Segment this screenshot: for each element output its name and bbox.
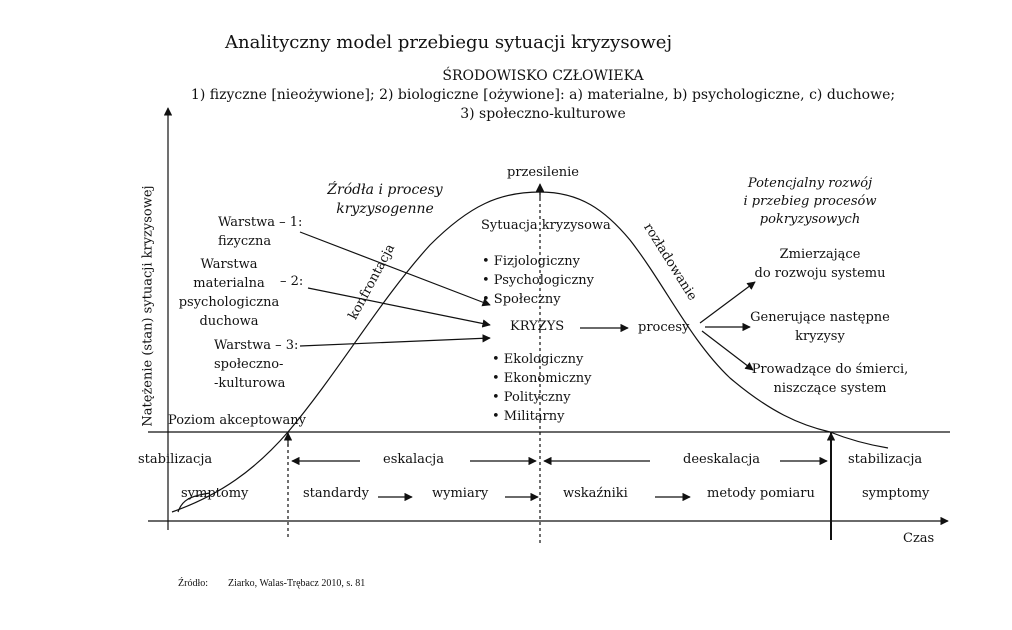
outcome-destruction: Prowadzące do śmierci, niszczące system: [751, 362, 909, 396]
diagram-title: Analityczny model przebiegu sytuacji kryzysowej: [225, 32, 673, 53]
environment-line1: 1) fizyczne [nieożywione]; 2) biologiczne [ożywione]: a) materialne, b) psychologiczne, c) duchowe;: [190, 87, 896, 103]
y-axis-label: Natężenie (stan) sytuacji kryzysowej: [140, 185, 156, 427]
environment-line2: 3) społeczno-kulturowe: [460, 106, 626, 122]
outcome-development: Zmierzające do rozwoju systemu: [754, 247, 886, 281]
factors-bottom: • Ekologiczny • Ekonomiczny • Polityczny • Militarny: [492, 352, 592, 424]
outcome-next-crises: Generujące następne kryzysy: [750, 310, 890, 344]
bottom-indicators: wskaźniki: [563, 486, 628, 501]
bottom-symptoms-left: symptomy: [181, 486, 249, 501]
layer1-label: Warstwa – 1: fizyczna: [218, 215, 303, 249]
layer2-number: – 2:: [280, 274, 304, 289]
bottom-measurement-methods: metody pomiaru: [707, 486, 815, 501]
phase-deescalation: deeskalacja: [683, 452, 760, 467]
crisis-label: KRYZYS: [510, 319, 565, 334]
confrontation-label: konfrontacja: [345, 241, 399, 323]
potential-line3: pokryzysowych: [759, 212, 861, 227]
sources-line1: Źródła i procesy: [327, 182, 443, 198]
discharge-label: rozładowanie: [640, 220, 700, 304]
source-label: Źródło:: [178, 578, 208, 589]
sources-line2: kryzysogenne: [336, 201, 434, 217]
phase-stabilization-left: stabilizacja: [138, 452, 213, 467]
source-text: Ziarko, Walas-Trębacz 2010, s. 81: [228, 578, 366, 589]
potential-line2: i przebieg procesów: [743, 194, 877, 209]
situation-title: Sytuacja kryzysowa: [481, 218, 611, 233]
bottom-symptoms-right: symptomy: [862, 486, 930, 501]
bottom-dimensions: wymiary: [432, 486, 489, 501]
phase-escalation: eskalacja: [383, 452, 444, 467]
environment-heading: ŚRODOWISKO CZŁOWIEKA: [442, 68, 644, 84]
x-axis-label: Czas: [903, 531, 935, 546]
factors-top: • Fizjologiczny • Psychologiczny • Społeczny: [482, 254, 595, 307]
layer2-label: Warstwa materialna psychologiczna duchowa: [178, 257, 280, 329]
phase-stabilization-right: stabilizacja: [848, 452, 923, 467]
layer3-label: Warstwa – 3: społeczno- -kulturowa: [214, 338, 299, 391]
acceptance-level-label: Poziom akceptowany: [168, 413, 306, 428]
layer3-arrow: [300, 338, 490, 346]
processes-label: procesy: [638, 320, 690, 335]
layer1-arrow: [300, 232, 490, 305]
peak-label: przesilenie: [507, 165, 579, 180]
potential-line1: Potencjalny rozwój: [747, 176, 873, 191]
bottom-standards: standardy: [303, 486, 369, 501]
layer2-arrow: [308, 288, 490, 325]
